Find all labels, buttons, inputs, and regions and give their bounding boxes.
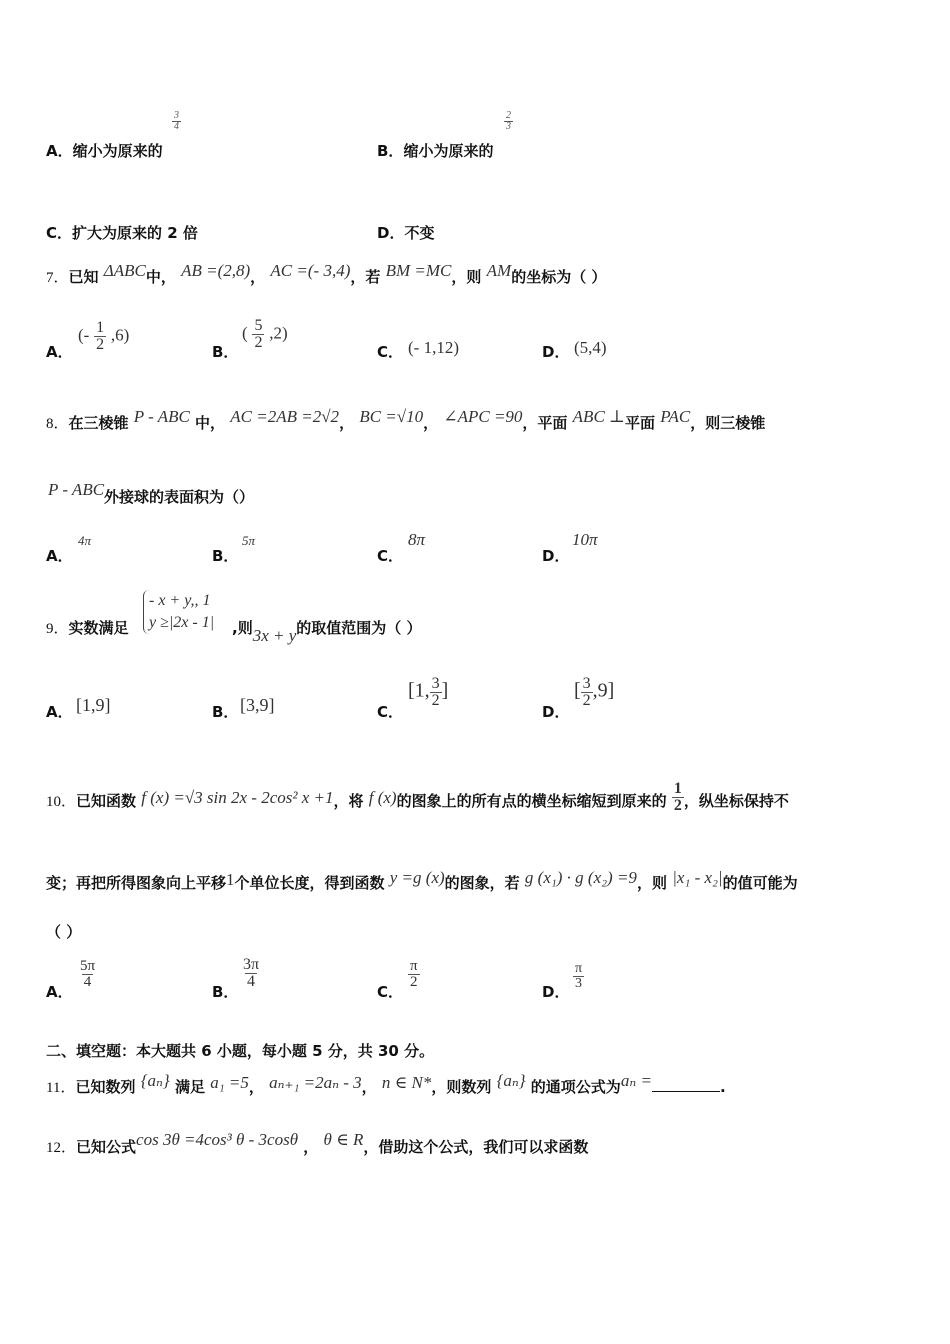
question-7 bbox=[46, 261, 607, 287]
fraction bbox=[94, 320, 106, 353]
option-text: 缩小为原来的 bbox=[72, 142, 163, 160]
math: n ∈ N* bbox=[381, 1073, 432, 1092]
math: ,9] bbox=[592, 679, 615, 702]
text: 已知 bbox=[68, 268, 99, 286]
math: 1 bbox=[226, 870, 235, 889]
math: f (x) =√3 sin 2x - 2cos² x +1 bbox=[141, 788, 334, 807]
text: ， bbox=[339, 414, 355, 432]
section-2-title: 二、填空题：本大题共 6 小题，每小题 5 分，共 30 分。 bbox=[46, 1042, 435, 1060]
q10-option-d-letter: D． bbox=[542, 983, 570, 1001]
math: aₙ = bbox=[620, 1071, 652, 1090]
math: ( bbox=[242, 323, 248, 343]
question-12 bbox=[46, 1130, 589, 1157]
text: . bbox=[719, 1078, 726, 1096]
text: 的通项公式为 bbox=[530, 1078, 621, 1096]
fraction bbox=[430, 676, 442, 709]
denominator: 2 bbox=[410, 974, 418, 990]
text: 满足 bbox=[174, 1078, 205, 1096]
question-number: 7． bbox=[46, 270, 69, 286]
q7-option-c-value: (- 1,12) bbox=[408, 338, 459, 357]
q7-option-d-letter: D． bbox=[542, 343, 570, 361]
text: ，平面 bbox=[522, 414, 568, 432]
q6-b-fraction bbox=[504, 111, 513, 132]
question-number: 11． bbox=[46, 1080, 76, 1096]
text: ，将 bbox=[333, 792, 364, 810]
math: {aₙ} bbox=[496, 1071, 526, 1090]
question-10-bracket: （ ） bbox=[46, 923, 82, 941]
q8-option-a-value: 4π bbox=[78, 533, 92, 548]
question-8-line-2 bbox=[48, 480, 255, 507]
q7-option-c-letter: C． bbox=[377, 343, 404, 361]
numerator: 3 bbox=[174, 110, 179, 121]
question-10-line-2 bbox=[46, 868, 798, 893]
math: ∠APC =90 bbox=[443, 407, 523, 426]
math: AM bbox=[486, 261, 512, 280]
q6-option-b bbox=[377, 140, 493, 161]
text: 已知数列 bbox=[75, 1078, 136, 1096]
text: ，借助这个公式，我们可以求函数 bbox=[363, 1138, 589, 1156]
numerator: 5π bbox=[80, 958, 96, 974]
question-9-label bbox=[46, 617, 129, 638]
q8-option-b-letter: B． bbox=[212, 547, 239, 565]
q7-option-d-value: (5,4) bbox=[574, 338, 607, 357]
q9-option-a-letter: A． bbox=[46, 703, 73, 721]
text: ，则三棱锥 bbox=[690, 414, 766, 432]
denominator: 2 bbox=[254, 334, 263, 351]
math: {aₙ} bbox=[140, 1071, 170, 1090]
q10-option-c-value bbox=[408, 959, 420, 990]
q6-a-fraction bbox=[172, 111, 181, 132]
math: cos 3θ =4cos³ θ - 3cosθ bbox=[136, 1130, 299, 1149]
text: ，则数列 bbox=[431, 1078, 492, 1096]
option-text: 不变 bbox=[404, 224, 435, 242]
q9-option-b-value: [3,9] bbox=[240, 695, 275, 715]
q10-option-d-value bbox=[573, 962, 584, 991]
denominator: 2 bbox=[582, 692, 591, 709]
denominator: 3 bbox=[506, 121, 511, 132]
math: P - ABC bbox=[48, 480, 105, 499]
math: P - ABC bbox=[133, 407, 190, 426]
q9-option-a-value: [1,9] bbox=[76, 695, 111, 715]
math: θ ∈ R bbox=[323, 1130, 364, 1149]
math: [1, bbox=[408, 679, 430, 702]
option-letter: B． bbox=[377, 142, 404, 160]
text: ， bbox=[361, 1078, 377, 1096]
denominator: 4 bbox=[247, 973, 256, 990]
q9-option-b-letter: B． bbox=[212, 703, 239, 721]
q7-option-b-value bbox=[242, 318, 288, 351]
text: 实数满足 bbox=[68, 619, 129, 637]
text: ， bbox=[423, 414, 439, 432]
math: aₙ₊₁ =2aₙ - 3 bbox=[269, 1073, 362, 1092]
numerator: 1 bbox=[673, 780, 682, 797]
text: 的图象上的所有点的横坐标缩短到原来的 bbox=[396, 792, 667, 810]
text: 已知函数 bbox=[76, 792, 137, 810]
question-10-line-1 bbox=[46, 780, 789, 818]
math: ] bbox=[441, 679, 449, 702]
math: a₁ =5 bbox=[210, 1073, 249, 1092]
math: g (x₁) · g (x₂) =9 bbox=[524, 868, 637, 887]
inequality-system bbox=[143, 590, 214, 634]
math: [ bbox=[574, 679, 581, 702]
question-number: 9． bbox=[46, 621, 69, 637]
math: 3x + y bbox=[252, 626, 297, 645]
math: ,2) bbox=[269, 323, 288, 343]
q9-option-c-letter: C． bbox=[377, 703, 404, 721]
text: 中， bbox=[195, 414, 226, 432]
text: 的图象，若 bbox=[444, 874, 520, 892]
text: 个单位长度，得到函数 bbox=[234, 874, 385, 892]
option-letter: D． bbox=[377, 224, 405, 242]
option-letter: C． bbox=[46, 224, 73, 242]
q8-option-c-letter: C． bbox=[377, 547, 404, 565]
text: ， bbox=[250, 268, 266, 286]
q8-option-d-letter: D． bbox=[542, 547, 570, 565]
text: ，纵坐标保持不 bbox=[683, 792, 789, 810]
q7-option-b-letter: B． bbox=[212, 343, 239, 361]
numerator: 3 bbox=[582, 675, 591, 692]
q8-option-a-letter: A． bbox=[46, 547, 73, 565]
option-text: 缩小为原来的 bbox=[403, 142, 494, 160]
option-text: 扩大为原来的 2 倍 bbox=[72, 224, 198, 242]
math: ABC ⊥ bbox=[572, 407, 626, 426]
text: 外接球的表面积为（） bbox=[104, 488, 255, 506]
math: BM =MC bbox=[385, 261, 452, 280]
question-8 bbox=[46, 407, 766, 433]
q8-option-d-value: 10π bbox=[572, 530, 598, 549]
denominator: 4 bbox=[174, 121, 179, 132]
numerator: 3 bbox=[431, 675, 440, 692]
fraction bbox=[252, 318, 264, 351]
math: y =g (x) bbox=[389, 868, 445, 887]
denominator: 2 bbox=[673, 797, 682, 814]
text: 已知公式 bbox=[76, 1138, 137, 1156]
q6-option-c bbox=[46, 222, 198, 243]
math: AC =2AB =2√2 bbox=[230, 407, 340, 426]
text: 中， bbox=[145, 268, 176, 286]
answer-blank[interactable] bbox=[652, 1077, 720, 1092]
math: (- bbox=[78, 325, 90, 345]
text: ，则 bbox=[636, 874, 667, 892]
text: ,则 bbox=[232, 619, 253, 637]
q6-option-d bbox=[377, 222, 434, 243]
text: 在三棱锥 bbox=[68, 414, 129, 432]
denominator: 2 bbox=[96, 336, 105, 353]
text: 的坐标为（ ） bbox=[511, 268, 607, 286]
denominator: 4 bbox=[83, 974, 92, 990]
numerator: π bbox=[410, 958, 418, 974]
text: 的值可能为 bbox=[722, 874, 798, 892]
numerator: 2 bbox=[506, 110, 511, 121]
denominator: 3 bbox=[575, 976, 583, 991]
question-9-rest bbox=[232, 617, 422, 645]
math: AB =(2,8) bbox=[181, 261, 251, 280]
q10-option-a-value bbox=[78, 959, 97, 990]
text: ，则 bbox=[451, 268, 482, 286]
question-11 bbox=[46, 1071, 726, 1097]
q7-option-a-letter: A． bbox=[46, 343, 73, 361]
text: ，若 bbox=[350, 268, 381, 286]
q7-option-a-value bbox=[78, 320, 129, 353]
q10-option-b-letter: B． bbox=[212, 983, 239, 1001]
math: f (x) bbox=[368, 788, 397, 807]
text: ， bbox=[303, 1138, 319, 1156]
numerator: 1 bbox=[96, 319, 105, 336]
q9-option-c-value bbox=[408, 676, 448, 709]
math: |x₁ - x₂| bbox=[672, 868, 723, 887]
inequality-line: - x + y,, 1 bbox=[149, 592, 211, 609]
question-number: 10． bbox=[46, 794, 77, 810]
question-number: 8． bbox=[46, 416, 69, 432]
math: PAC bbox=[660, 407, 691, 426]
numerator: π bbox=[575, 961, 583, 976]
fraction bbox=[672, 781, 684, 814]
q9-option-d-letter: D． bbox=[542, 703, 570, 721]
math: BC =√10 bbox=[359, 407, 424, 426]
q10-option-b-value bbox=[241, 957, 261, 990]
q9-option-d-value bbox=[574, 676, 614, 709]
inequality-line: y ≥|2x - 1| bbox=[149, 614, 215, 631]
q8-option-b-value: 5π bbox=[242, 533, 256, 548]
math: AC =(- 3,4) bbox=[270, 261, 351, 280]
math: ΔABC bbox=[103, 261, 146, 280]
numerator: 5 bbox=[254, 317, 263, 334]
q8-option-c-value: 8π bbox=[408, 530, 426, 549]
denominator: 2 bbox=[431, 692, 440, 709]
text: 变；再把所得图象向上平移 bbox=[46, 874, 227, 892]
q10-option-c-letter: C． bbox=[377, 983, 404, 1001]
text: ， bbox=[248, 1078, 264, 1096]
q6-option-a bbox=[46, 140, 163, 161]
numerator: 3π bbox=[243, 956, 260, 973]
option-letter: A． bbox=[46, 142, 73, 160]
q10-option-a-letter: A． bbox=[46, 983, 73, 1001]
fraction bbox=[581, 676, 593, 709]
question-number: 12． bbox=[46, 1140, 77, 1156]
math: ,6) bbox=[110, 325, 130, 345]
text: 的取值范围为（ ） bbox=[296, 619, 422, 637]
text: 平面 bbox=[625, 414, 656, 432]
